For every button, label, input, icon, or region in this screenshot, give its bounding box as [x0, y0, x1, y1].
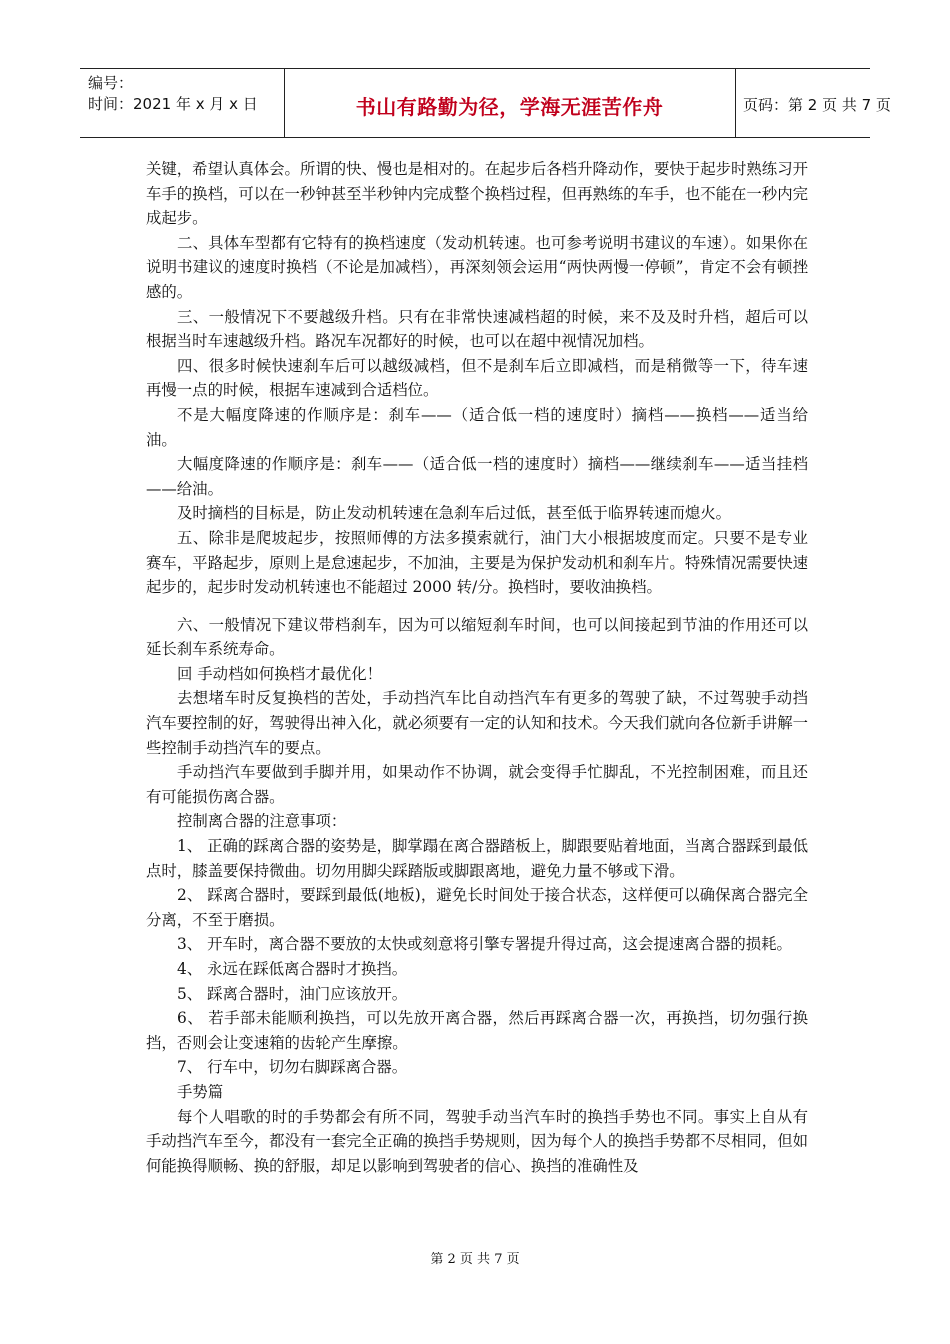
paragraph: 去想堵车时反复换档的苦处，手动挡汽车比自动挡汽车有更多的驾驶了缺，不过驾驶手动挡汽车要控制的好，驾驶得出神入化，就必须要有一定的认知和技术。今天我们就向各位新手讲解一些控制手动挡汽车的要点。: [146, 689, 808, 757]
list-item: 7、 行车中，切勿右脚踩离合器。: [177, 1058, 408, 1077]
document-body: [146, 157, 808, 1178]
paragraph: 不是大幅度降速的作顺序是：刹车——（适合低一档的速度时）摘档——换档——适当给油。: [146, 405, 808, 449]
list-item: 2、 踩离合器时，要踩到最低(地板)，避免长时间处于接合状态，这样便可以确保离合器完全分离，不至于磨损。: [146, 886, 808, 929]
page-header: [80, 68, 891, 138]
motto-text: 书山有路勤为径，学海无涯苦作舟: [355, 95, 664, 119]
list-item: 5、 踩离合器时，油门应该放开。: [177, 984, 408, 1003]
paragraph: 三、一般情况下不要越级升档。只有在非常快速减档超的时候，来不及及时升档，超后可以根据当时车速越级升档。路况车况都好的时候，也可以在超中视情况加档。: [146, 307, 808, 351]
paragraph: 关键，希望认真体会。所谓的快、慢也是相对的。在起步后各档升降动作，要快于起步时熟练习开车手的换档，可以在一秒钟甚至半秒钟内完成整个换档过程，但再熟练的车手，也不能在一秒内完成起步。: [146, 160, 808, 228]
paragraph: 手动挡汽车要做到手脚并用，如果动作不协调，就会变得手忙脚乱，不光控制困难，而且还有可能损伤离合器。: [146, 763, 808, 806]
paragraph: 六、一般情况下建议带档刹车，因为可以缩短刹车时间，也可以间接起到节油的作用还可以延长刹车系统寿命。: [146, 615, 808, 659]
section-heading: 回 手动档如何换档才最优化！: [177, 664, 382, 683]
list-item: 4、 永远在踩低离合器时才换挡。: [177, 960, 408, 978]
paragraph: 每个人唱歌的时的手势都会有所不同，驾驶手动当汽车时的换挡手势也不同。事实上自从有手动挡汽车至今，都没有一套完全正确的换挡手势规则，因为每个人的换挡手势都不尽相同，但如何能换得顺畅、换的舒服，却足以影响到驾驶者的信心、换挡的准确性及: [146, 1107, 808, 1175]
section-heading: 手势篇: [177, 1082, 224, 1101]
serial-label: 编号：: [88, 74, 134, 92]
paragraph: 控制离合器的注意事项：: [177, 812, 347, 831]
list-item: 3、 开车时，离合器不要放的太快或刻意将引擎专署提升得过高，这会提速离合器的损耗。: [177, 935, 792, 954]
paragraph: 五、除非是爬坡起步，按照师傅的方法多摸索就行，油门大小根据坡度而定。只要不是专业赛车，平路起步，原则上是怠速起步，不加油，主要是为保护发动机和刹车片。特殊情况需要快速起步的，起步时发动机转速也不能超过 2000 转/分。换档时，要收油换档。: [146, 528, 808, 597]
date-label: 时间：2021 年 x 月 x 日: [88, 95, 258, 113]
paragraph: 及时摘档的目标是，防止发动机转速在急刹车后过低，甚至低于临界转速而熄火。: [177, 504, 732, 523]
header-info-cell: [80, 69, 285, 137]
paragraph: 二、具体车型都有它特有的换档速度（发动机转速。也可参考说明书建议的车速）。如果你在说明书建议的速度时换档（不论是加减档），再深刻领会运用“两快两慢一停顿”，肯定不会有顿挫感的。: [146, 233, 808, 301]
header-motto-cell: [284, 69, 736, 137]
list-item: 6、 若手部未能顺利换挡，可以先放开离合器，然后再踩离合器一次，再换挡，切勿强行换挡，否则会让变速箱的齿轮产生摩擦。: [146, 1009, 808, 1052]
list-item: 1、 正确的踩离合器的姿势是，脚掌蹋在离合器踏板上，脚跟要贴着地面，当离合器踩到最低点时，膝盖要保持微曲。切勿用脚尖踩踏版或脚跟离地，避免力量不够或下滑。: [146, 837, 808, 880]
page-number-label: 页码：第 2 页 共 7 页: [743, 96, 891, 114]
page-footer: 第 2 页 共 7 页: [430, 1252, 520, 1267]
header-page-cell: [735, 69, 891, 137]
paragraph: 大幅度降速的作顺序是：刹车——（适合低一档的速度时）摘档——继续刹车——适当挂档——给油。: [146, 455, 808, 498]
paragraph: 四、很多时候快速刹车后可以越级减档，但不是刹车后立即减档，而是稍微等一下，待车速再慢一点的时候，根据车速减到合适档位。: [146, 356, 808, 400]
